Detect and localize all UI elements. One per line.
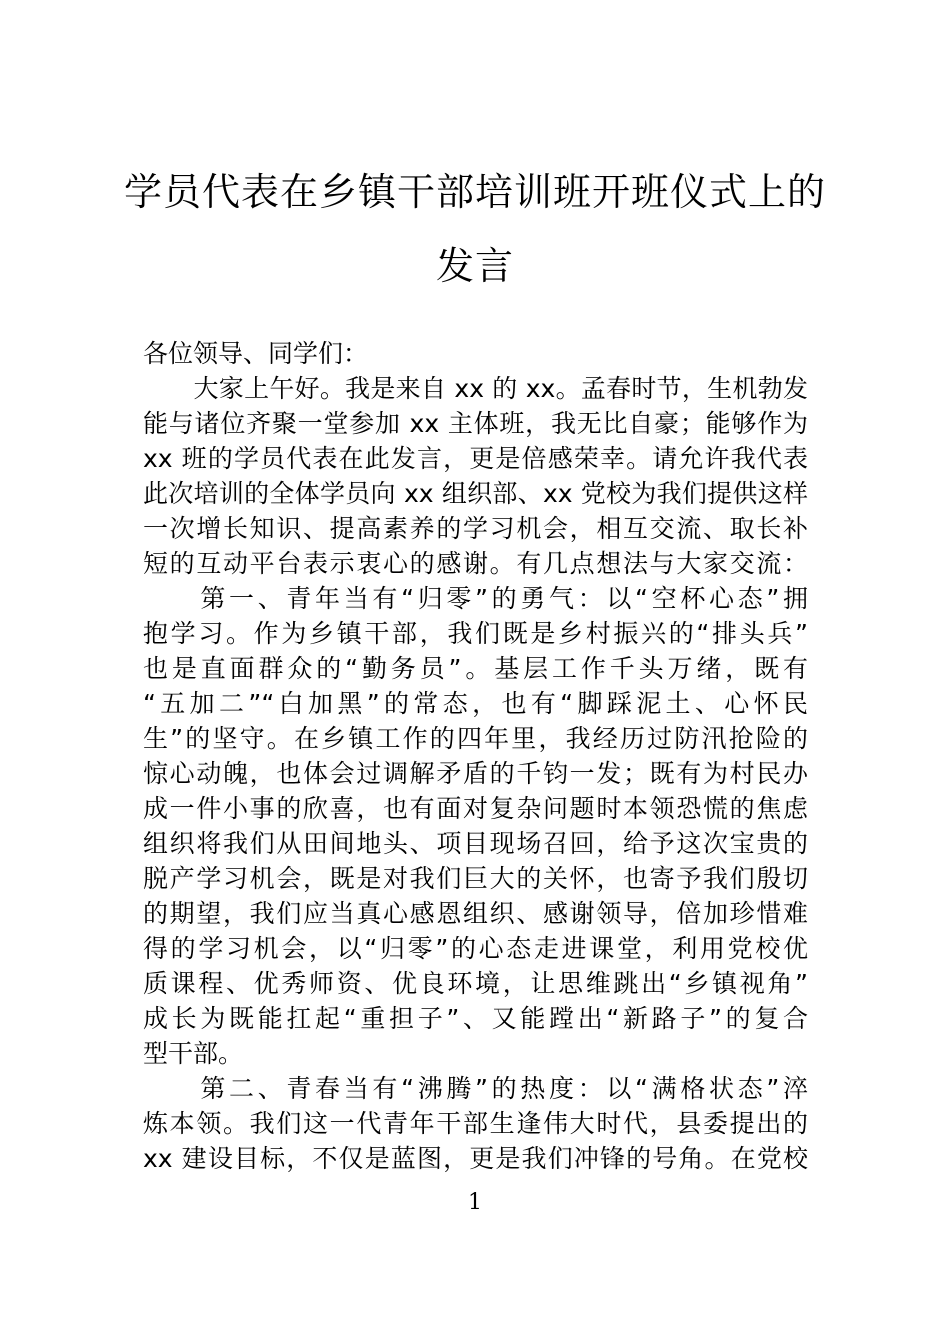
body-line: 的期望，我们应当真心感恩组织、感谢领导，倍加珍惜难 (143, 899, 808, 928)
body-line: 型干部。 (143, 1039, 244, 1068)
document-body (143, 336, 808, 1176)
body-line: 质课程、优秀师资、优良环境，让思维跳出“乡镇视角” (143, 969, 808, 998)
body-line: 能与诸位齐聚一堂参加 xx 主体班，我无比自豪；能够作为 (143, 409, 808, 438)
body-line: 短的互动平台表示衷心的感谢。有几点想法与大家交流： (143, 549, 808, 578)
body-line: 炼本领。我们这一代青年干部生逢伟大时代，县委提出的 (143, 1109, 808, 1138)
body-line: “五加二”“白加黑”的常态，也有“脚踩泥土、心怀民 (143, 689, 808, 718)
body-line: 抱学习。作为乡镇干部，我们既是乡村振兴的“排头兵” (143, 619, 808, 648)
body-line: 得的学习机会，以“归零”的心态走进课堂，利用党校优 (143, 934, 808, 963)
page-number: 1 (468, 1190, 482, 1215)
body-line: 此次培训的全体学员向 xx 组织部、xx 党校为我们提供这样 (143, 479, 808, 508)
body-line: 脱产学习机会，既是对我们巨大的关怀，也寄予我们殷切 (143, 864, 808, 893)
body-line: 也是直面群众的“勤务员”。基层工作千头万绪，既有 (143, 654, 808, 683)
body-line: 大家上午好。我是来自 xx 的 xx。孟春时节，生机勃发 (143, 374, 808, 403)
body-line: 成长为既能扛起“重担子”、又能蹚出“新路子”的复合 (143, 1004, 808, 1033)
body-line: 成一件小事的欣喜，也有面对复杂问题时本领恐慌的焦虑 (143, 794, 808, 823)
body-line: 组织将我们从田间地头、项目现场召回，给予这次宝贵的 (143, 829, 808, 858)
body-line: 生”的坚守。在乡镇工作的四年里，我经历过防汛抢险的 (143, 724, 808, 753)
body-line: 一次增长知识、提高素养的学习机会，相互交流、取长补 (143, 514, 808, 543)
body-line: 第二、青春当有“沸腾”的热度：以“满格状态”淬 (143, 1074, 808, 1103)
document-title-line-2: 发言 (435, 244, 514, 288)
body-line: 第一、青年当有“归零”的勇气：以“空杯心态”拥 (143, 584, 808, 613)
body-line: xx 建设目标，不仅是蓝图，更是我们冲锋的号角。在党校 (143, 1144, 808, 1173)
salutation: 各位领导、同学们： (143, 339, 369, 368)
body-line: 惊心动魄，也体会过调解矛盾的千钧一发；既有为村民办 (143, 759, 808, 788)
body-line: xx 班的学员代表在此发言，更是倍感荣幸。请允许我代表 (143, 444, 808, 473)
document-title-line-1: 学员代表在乡镇干部培训班开班仪式上的 (123, 170, 826, 214)
